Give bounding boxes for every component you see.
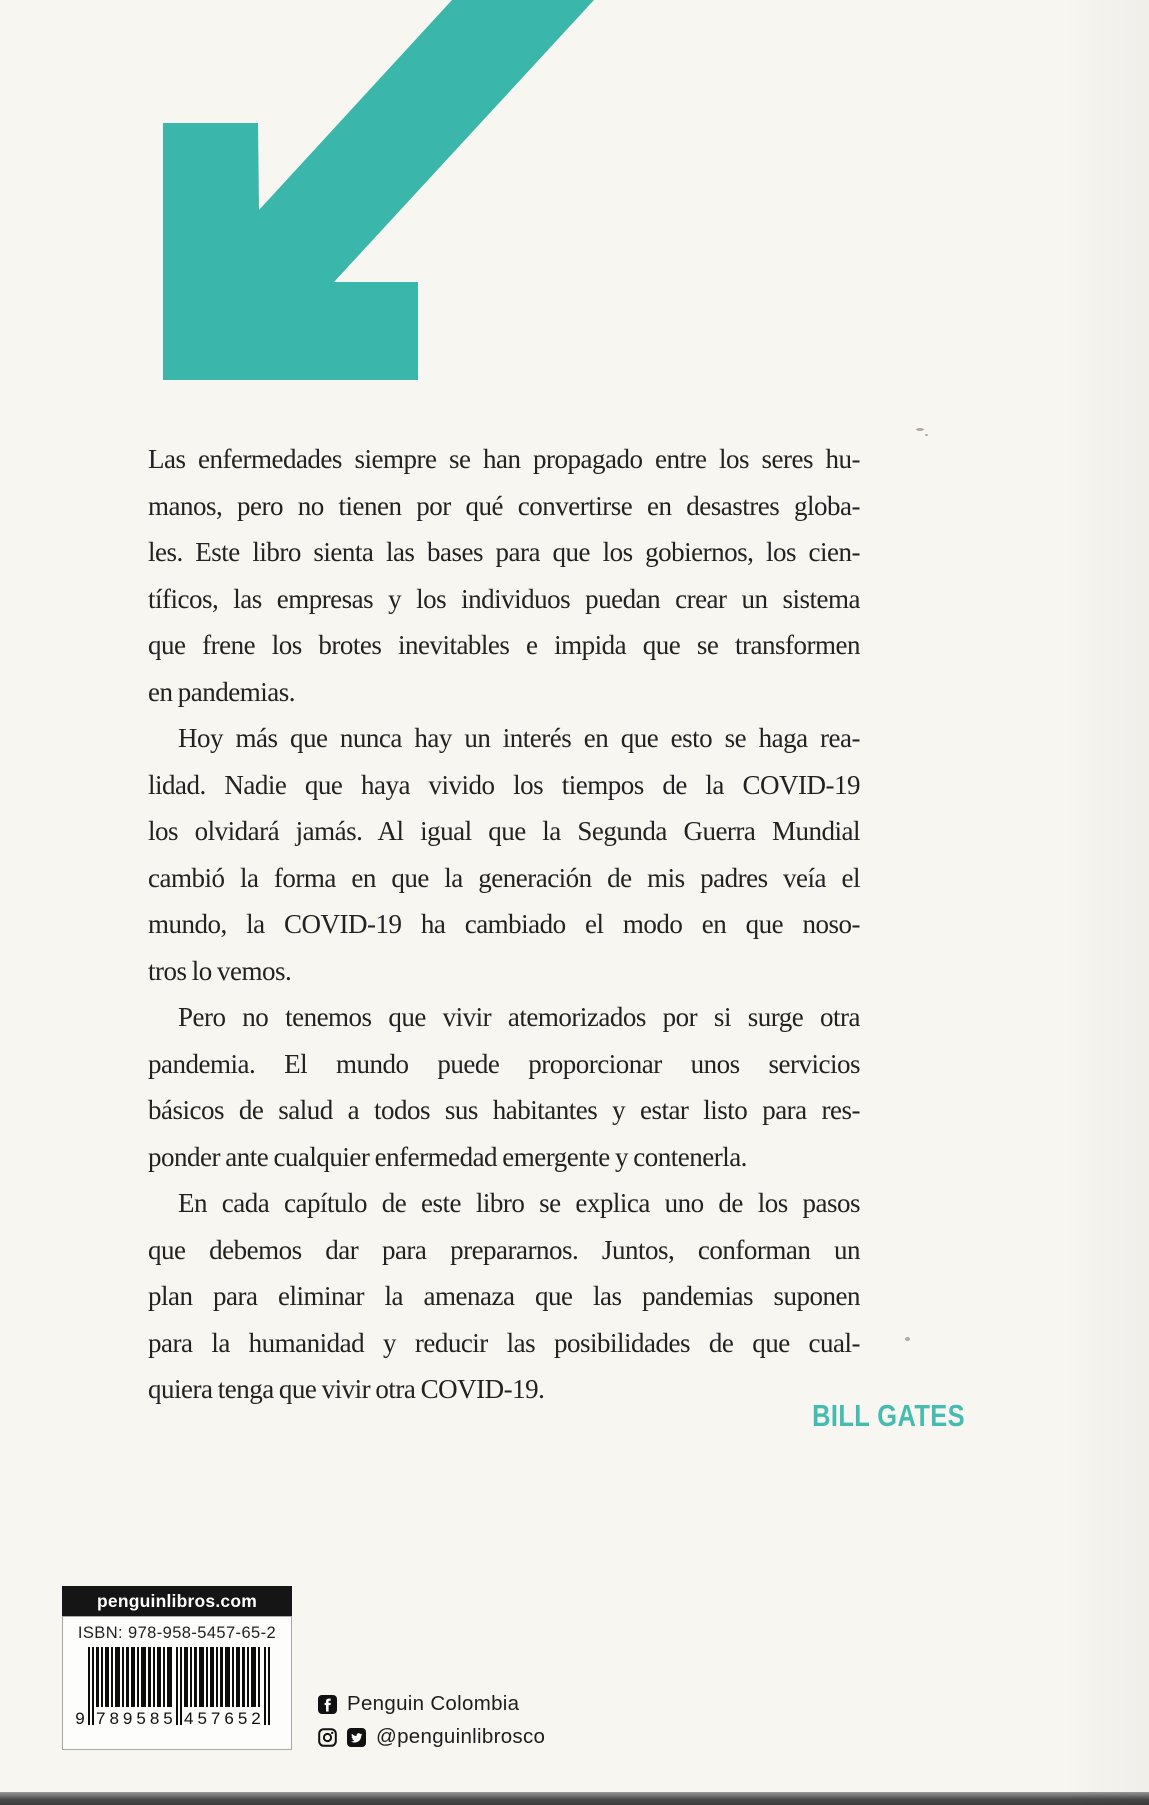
text-line: mundo, la COVID-19 ha cambiado el modo en que noso- (148, 909, 860, 939)
paragraph (148, 436, 860, 715)
text-line: para la humanidad y reducir las posibilidades de que cual- (148, 1327, 860, 1358)
barcode-digit-group: 789585 (96, 1709, 177, 1728)
isbn-label: ISBN: 978-958-5457-65-2 (77, 1624, 277, 1642)
isbn-box (62, 1616, 292, 1750)
text-line: que debemos dar para prepararnos. Juntos, conforman un (148, 1234, 860, 1265)
barcode (74, 1647, 280, 1729)
print-speck (916, 428, 924, 431)
text-line: básicos de salud a todos sus habitantes y estar listo para res- (148, 1095, 860, 1125)
blurb (148, 436, 860, 1413)
text-line: plan para eliminar la amenaza que las pandemias suponen (148, 1281, 860, 1311)
text-line: ponder ante cualquier enfermedad emergente y contenerla. (148, 1141, 747, 1172)
print-speck (905, 1337, 910, 1341)
text-line: Las enfermedades siempre se han propagado entre los seres hu- (148, 444, 860, 474)
author-signature: BILL GATES (812, 1398, 965, 1433)
barcode-digit-group: 457652 (184, 1709, 265, 1728)
social-links (318, 1692, 545, 1749)
text-line: quiera tenga que vivir otra COVID-19. (148, 1374, 545, 1404)
publisher-website-bar (62, 1586, 292, 1616)
social-label-facebook: Penguin Colombia (347, 1692, 520, 1715)
barcode-digits (74, 1709, 280, 1729)
facebook-icon (318, 1695, 337, 1714)
text-line: cambió la forma en que la generación de mis padres veía el (148, 862, 860, 893)
book-edge-shadow (0, 1792, 1149, 1805)
print-speck (925, 434, 928, 436)
text-line: Pero no tenemos que vivir atemorizados por si surge otra (178, 1002, 860, 1032)
text-line: pandemia. El mundo puede proporcionar unos servicios (148, 1048, 860, 1079)
paragraph (148, 994, 860, 1180)
text-line: les. Este libro sienta las bases para que los gobiernos, los cien- (148, 537, 860, 567)
publisher-website-label: penguinlibros.com (97, 1590, 257, 1611)
text-line: manos, pero no tienen por qué convertirse en desastres globa- (148, 490, 860, 521)
text-line: que frene los brotes inevitables e impida que se transformen (148, 630, 860, 660)
text-line: Hoy más que nunca hay un interés en que esto se haga rea- (178, 723, 860, 753)
text-line: tíficos, las empresas y los individuos puedan crear un sistema (148, 583, 860, 614)
text-line: En cada capítulo de este libro se explica uno de los pasos (178, 1188, 860, 1218)
instagram-icon (318, 1728, 337, 1747)
barcode-digit-group: 9 (75, 1709, 85, 1728)
social-label-handle: @penguinlibrosco (376, 1725, 546, 1748)
text-line: los olvidará jamás. Al igual que la Segunda Guerra Mundial (148, 816, 860, 846)
page-curl-shading (1059, 0, 1149, 1805)
social-row-facebook (318, 1692, 545, 1716)
paragraph (148, 715, 860, 994)
text-line: lidad. Nadie que haya vivido los tiempos de la COVID-19 (148, 769, 860, 800)
paragraph (148, 1180, 860, 1413)
text-line: en pandemias. (148, 676, 295, 707)
twitter-icon (347, 1728, 366, 1747)
text-line: tros lo vemos. (148, 955, 292, 986)
down-left-arrow-graphic (0, 0, 620, 390)
social-row-handle (318, 1725, 545, 1749)
